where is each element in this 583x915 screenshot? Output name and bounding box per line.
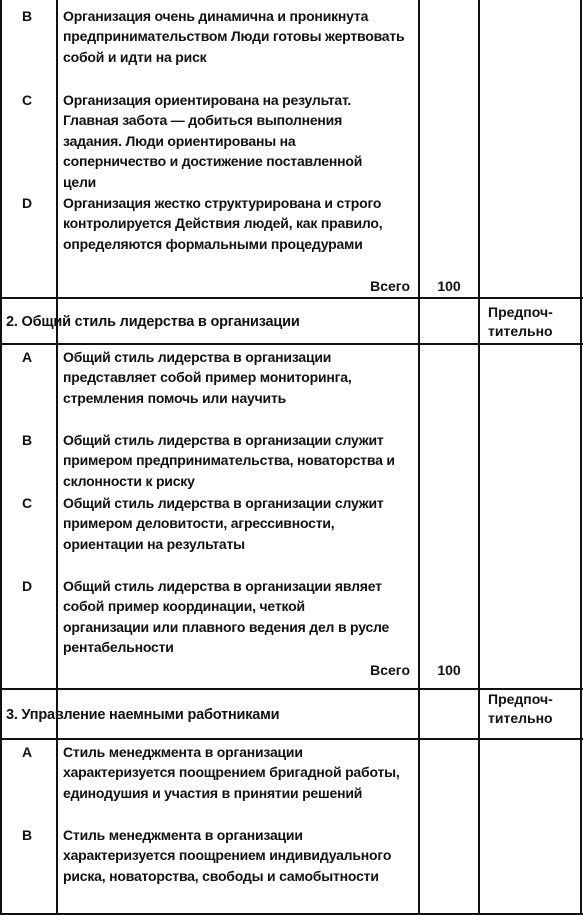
- option-text: Организация ориентирована на результат. Главная забота — добиться выполнения задания. Люди ориентированы на соперничество и достижение поставленной цели: [63, 92, 363, 190]
- column-divider-letter: [56, 0, 58, 915]
- total-label: Всего: [370, 662, 410, 678]
- option-text: Общий стиль лидерства в организации являет собой пример координации, четкой организации или плавного ведения дел в русле рентабельности: [63, 578, 390, 656]
- option-text: Стиль менеджмента в организации характеризуется поощрением индивидуального риска, новаторства, свободы и самобытности: [63, 827, 392, 884]
- row-divider: [0, 738, 583, 740]
- option-letter: B: [22, 8, 33, 24]
- total-value: 100: [437, 662, 461, 678]
- option-letter: D: [22, 195, 33, 211]
- option-text: Организация очень динамична и проникнута предпринимательством Люди готовы жертвовать собой и идти на риск: [63, 8, 405, 65]
- preferred-header: Предпоч-тительно: [488, 691, 553, 726]
- option-letter: B: [22, 432, 33, 448]
- column-divider-total: [418, 0, 420, 915]
- option-text: Общий стиль лидерства в организации служит примером предпринимательства, новаторства и склонности к риску: [63, 432, 395, 489]
- option-letter: C: [22, 495, 33, 511]
- total-value: 100: [437, 278, 461, 294]
- column-divider-preferred: [478, 0, 480, 915]
- option-text: Общий стиль лидерства в организации представляет собой пример мониторинга, стремления помочь или научить: [63, 349, 352, 406]
- row-divider: [0, 297, 583, 299]
- option-letter: B: [22, 827, 33, 843]
- option-text: Организация жестко структурирована и строго контролируется Действия людей, как правило, определяются формальными процедурами: [63, 195, 383, 252]
- option-letter: C: [22, 92, 33, 108]
- option-letter: A: [22, 744, 33, 760]
- table-border-left: [0, 0, 2, 915]
- total-label: Всего: [370, 278, 410, 294]
- section-title: 2. Общий стиль лидерства в организации: [6, 314, 300, 330]
- preferred-header: Предпоч-тительно: [488, 304, 553, 339]
- option-letter: D: [22, 578, 33, 594]
- option-letter: A: [22, 349, 33, 365]
- table-border-right: [580, 0, 582, 915]
- section-title: 3. Управление наемными работниками: [6, 707, 280, 723]
- option-text: Общий стиль лидерства в организации служит примером деловитости, агрессивности, ориентации на результаты: [63, 495, 384, 552]
- table-border-bottom: [0, 913, 583, 915]
- row-divider: [0, 343, 583, 345]
- option-text: Стиль менеджмента в организации характеризуется поощрением бригадной работы, единодушия и участия в принятии решений: [63, 744, 400, 801]
